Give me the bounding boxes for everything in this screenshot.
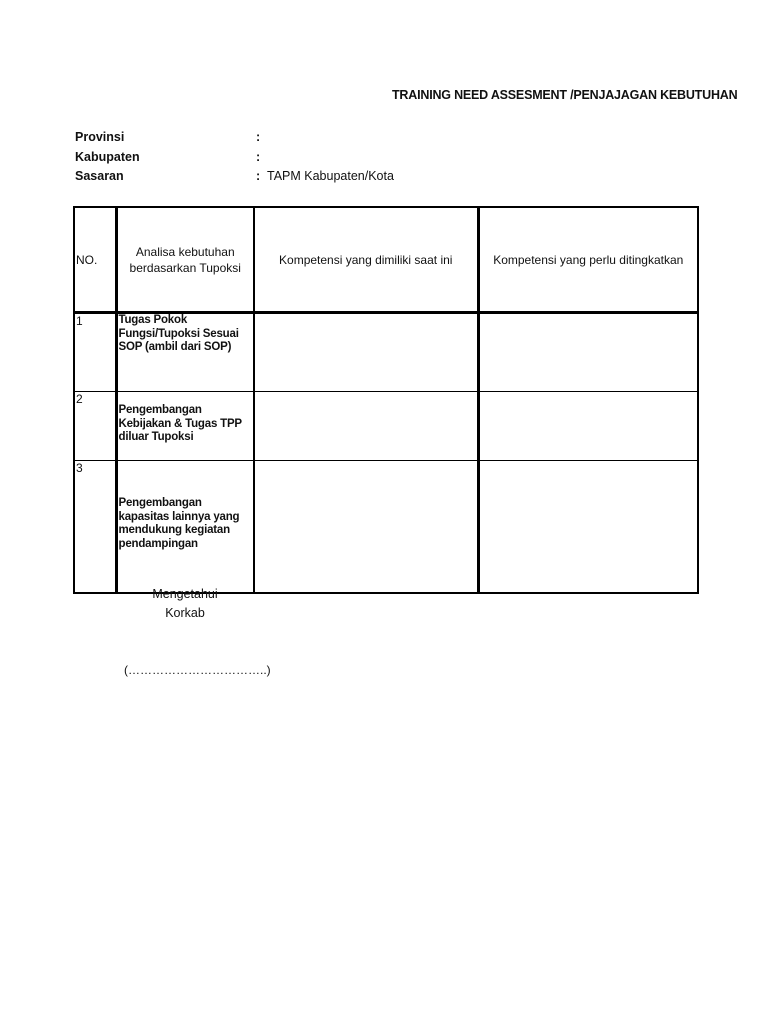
row-needed-competence[interactable] xyxy=(478,392,698,461)
row-number: 3 xyxy=(74,461,116,594)
sasaran-label: Sasaran xyxy=(75,169,124,183)
row-task: Tugas Pokok Fungsi/Tupoksi Sesuai SOP (ambil dari SOP) xyxy=(116,313,254,392)
korkab-label: Korkab xyxy=(165,606,205,620)
row-needed-competence[interactable] xyxy=(478,461,698,594)
provinsi-colon: : xyxy=(256,130,261,144)
row-task: Pengembangan Kebijakan & Tugas TPP diluar Tupoksi xyxy=(116,392,254,461)
document-title: TRAINING NEED ASSESMENT /PENJAJAGAN KEBUTUHAN xyxy=(392,88,738,102)
provinsi-label: Provinsi xyxy=(75,130,125,144)
kabupaten-colon: : xyxy=(256,150,261,164)
header-kompetensi-dimiliki: Kompetensi yang dimiliki saat ini xyxy=(254,207,478,313)
row-current-competence[interactable] xyxy=(254,313,478,392)
table-row xyxy=(74,461,698,594)
mengetahui-label: Mengetahui xyxy=(152,587,218,601)
row-number: 2 xyxy=(74,392,116,461)
assessment-table xyxy=(73,206,699,594)
kabupaten-label: Kabupaten xyxy=(75,150,140,164)
signature-name-placeholder: (……………………………..) xyxy=(124,663,271,677)
row-task: Pengembangan kapasitas lainnya yang mendukung kegiatan pendampingan xyxy=(116,461,254,594)
sasaran-value: TAPM Kabupaten/Kota xyxy=(267,169,394,183)
row-needed-competence[interactable] xyxy=(478,313,698,392)
header-analisa: Analisa kebutuhan berdasarkan Tupoksi xyxy=(116,207,254,313)
table-row xyxy=(74,392,698,461)
sasaran-colon: : xyxy=(256,169,261,183)
header-no: NO. xyxy=(74,207,116,313)
row-current-competence[interactable] xyxy=(254,461,478,594)
header-kompetensi-ditingkatkan: Kompetensi yang perlu ditingkatkan xyxy=(478,207,698,313)
table-row xyxy=(74,313,698,392)
table-header-row xyxy=(74,207,698,313)
row-current-competence[interactable] xyxy=(254,392,478,461)
row-number: 1 xyxy=(74,313,116,392)
